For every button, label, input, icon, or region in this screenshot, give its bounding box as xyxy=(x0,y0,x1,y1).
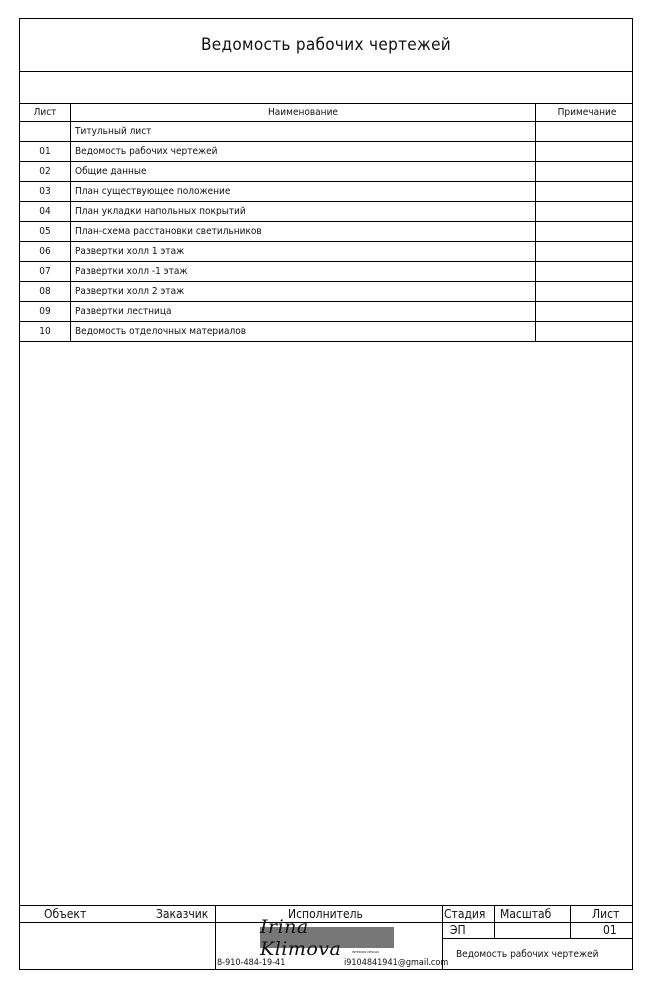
row-sheet-number: 06 xyxy=(20,242,71,261)
row-note xyxy=(536,182,632,201)
email-address: i9104841941@gmail.com xyxy=(344,958,449,968)
table-row xyxy=(20,182,632,202)
drawing-sheet xyxy=(19,18,633,970)
header-note: Примечание xyxy=(557,107,617,118)
row-drawing-name: Титульный лист xyxy=(71,122,536,141)
executor-label: Исполнитель xyxy=(288,907,363,921)
row-sheet-number: 04 xyxy=(20,202,71,221)
table-row xyxy=(20,262,632,282)
table-row xyxy=(20,282,632,302)
header-name: Наименование xyxy=(71,104,536,121)
table-row xyxy=(20,242,632,262)
document-title: Ведомость рабочих чертежей xyxy=(200,35,452,55)
row-sheet-number: 07 xyxy=(20,262,71,281)
object-label: Объект xyxy=(44,907,87,921)
row-drawing-name: План укладки напольных покрытий xyxy=(71,202,536,221)
row-drawing-name: Развертки холл 1 этаж xyxy=(71,242,536,261)
sheet-number: 01 xyxy=(603,923,617,937)
row-note xyxy=(536,282,632,301)
phone-number: 8-910-484-19-41 xyxy=(217,958,286,968)
table-row xyxy=(20,202,632,222)
stamp-divider xyxy=(442,938,632,939)
row-drawing-name: Ведомость отделочных материалов xyxy=(71,322,536,341)
row-note xyxy=(536,222,632,241)
table-row xyxy=(20,222,632,242)
sheet-label: Лист xyxy=(592,907,620,921)
row-drawing-name: Развертки лестница xyxy=(71,302,536,321)
title-block xyxy=(20,19,632,72)
customer-label: Заказчик xyxy=(156,907,209,921)
row-sheet-number: 08 xyxy=(20,282,71,301)
stamp-divider xyxy=(570,906,571,938)
logo-subtitle: INTERIOR DESIGN xyxy=(352,950,379,954)
table-row xyxy=(20,302,632,322)
row-sheet-number: 01 xyxy=(20,142,71,161)
table-row xyxy=(20,322,632,342)
row-drawing-name: Общие данные xyxy=(71,162,536,181)
logo-text: Irina Klimova xyxy=(260,915,342,960)
row-drawing-name: План-схема расстановки светильников xyxy=(71,222,536,241)
row-drawing-name: Ведомость рабочих чертежей xyxy=(71,142,536,161)
table-row xyxy=(20,162,632,182)
sheet-title: Ведомость рабочих чертежей xyxy=(456,949,599,960)
scale-label: Масштаб xyxy=(500,907,552,921)
row-note xyxy=(536,122,632,141)
row-sheet-number: 10 xyxy=(20,322,71,341)
table-body xyxy=(20,122,632,342)
row-sheet-number: 05 xyxy=(20,222,71,241)
row-sheet-number: 02 xyxy=(20,162,71,181)
row-drawing-name: План существующее положение xyxy=(71,182,536,201)
header-sheet: Лист xyxy=(20,104,71,121)
row-drawing-name: Развертки холл 2 этаж xyxy=(71,282,536,301)
table-row xyxy=(20,142,632,162)
stamp-divider xyxy=(215,906,216,970)
row-note xyxy=(536,162,632,181)
row-sheet-number xyxy=(20,122,71,141)
row-note xyxy=(536,142,632,161)
drawings-table xyxy=(20,103,632,342)
stage-label: Стадия xyxy=(444,907,486,921)
row-sheet-number: 09 xyxy=(20,302,71,321)
row-note xyxy=(536,242,632,261)
title-stamp xyxy=(20,905,632,970)
table-header-row xyxy=(20,104,632,122)
row-drawing-name: Развертки холл -1 этаж xyxy=(71,262,536,281)
row-note xyxy=(536,302,632,321)
row-note xyxy=(536,262,632,281)
table-row xyxy=(20,122,632,142)
row-sheet-number: 03 xyxy=(20,182,71,201)
stage-value: ЭП xyxy=(450,923,466,937)
stamp-divider xyxy=(494,906,495,938)
row-note xyxy=(536,202,632,221)
row-note xyxy=(536,322,632,341)
